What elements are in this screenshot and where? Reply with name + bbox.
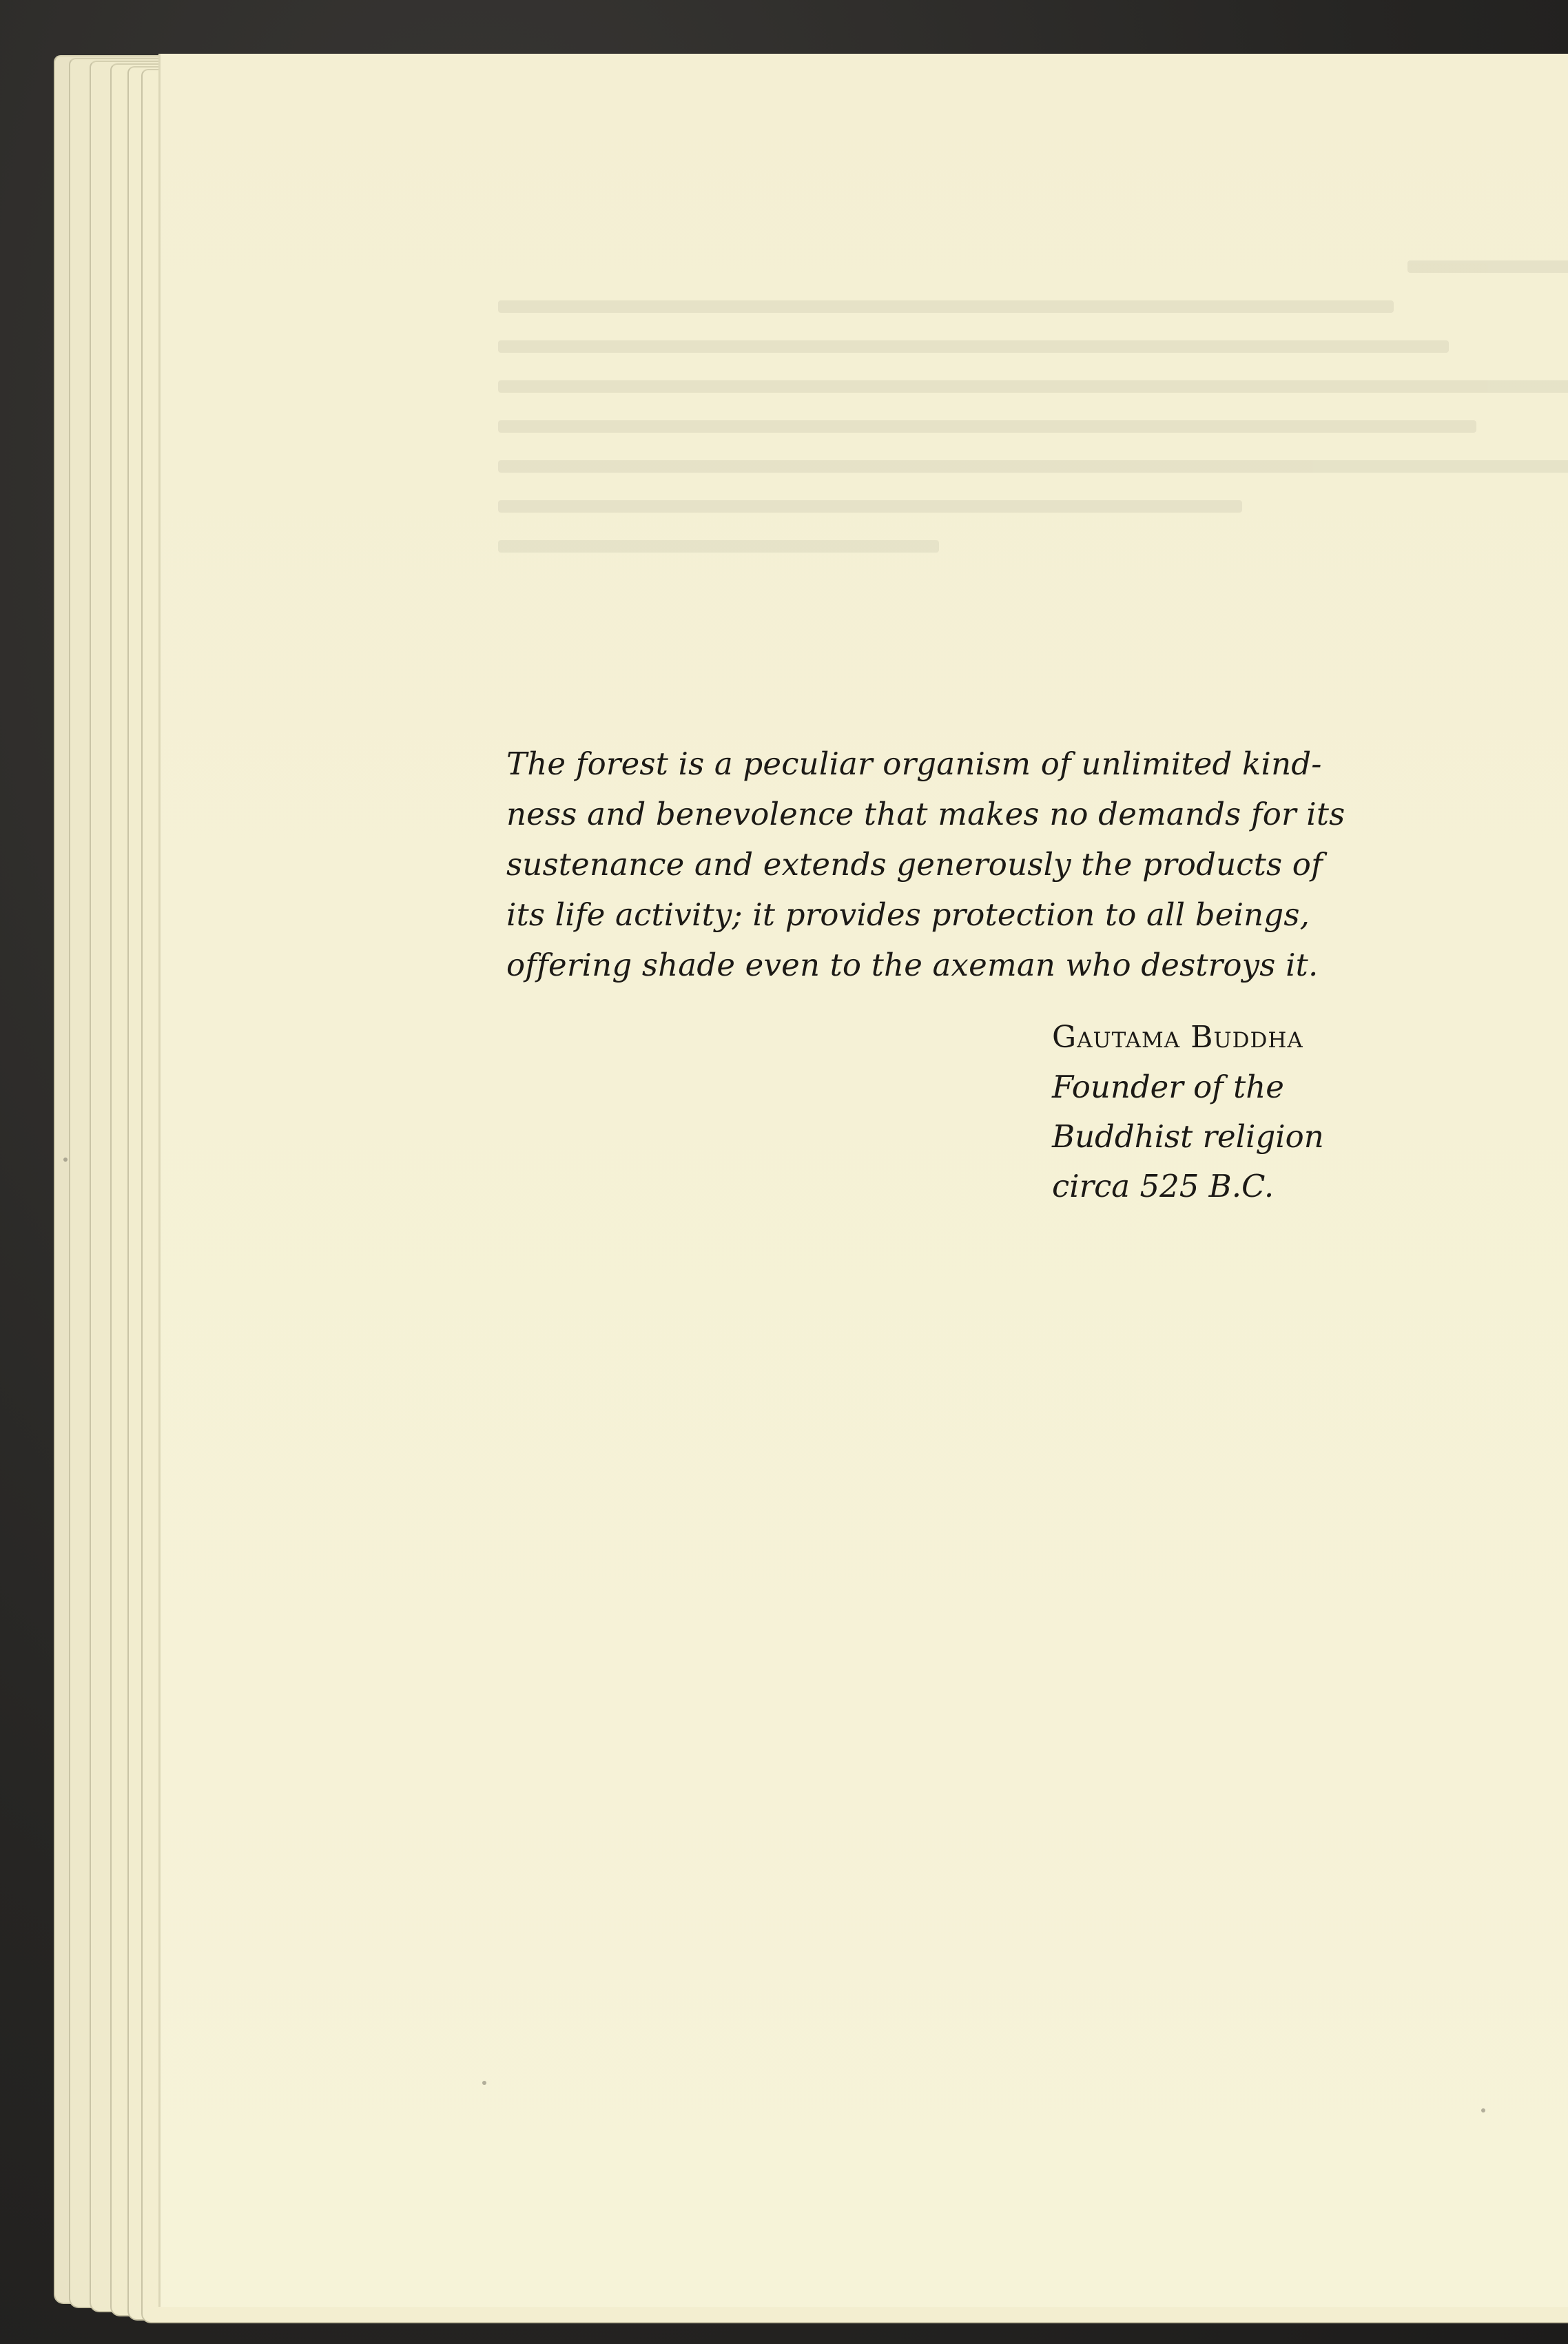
epigraph-quote <box>506 739 1378 990</box>
epigraph-attribution <box>1052 1013 1410 1211</box>
author-date: circa 525 B.C. <box>1052 1168 1275 1204</box>
paper-speck <box>63 1158 68 1162</box>
paper-speck <box>482 2081 486 2085</box>
epigraph <box>506 739 1378 990</box>
author-description: Buddhist religion <box>1052 1118 1324 1155</box>
author-description: Founder of the <box>1052 1069 1284 1105</box>
quote-line: offering shade even to the axeman who destroys it. <box>506 947 1319 983</box>
quote-line: its life activity; it provides protection to all beings, <box>506 896 1310 933</box>
show-through-text <box>498 233 1568 580</box>
author-name: Gautama Buddha <box>1052 1020 1303 1055</box>
quote-line: ness and benevolence that makes no demands for its <box>506 796 1345 832</box>
paper-speck <box>1481 2108 1485 2112</box>
quote-line: sustenance and extends generously the products of <box>506 846 1323 883</box>
quote-line: The forest is a peculiar organism of unlimited kind- <box>506 746 1322 782</box>
